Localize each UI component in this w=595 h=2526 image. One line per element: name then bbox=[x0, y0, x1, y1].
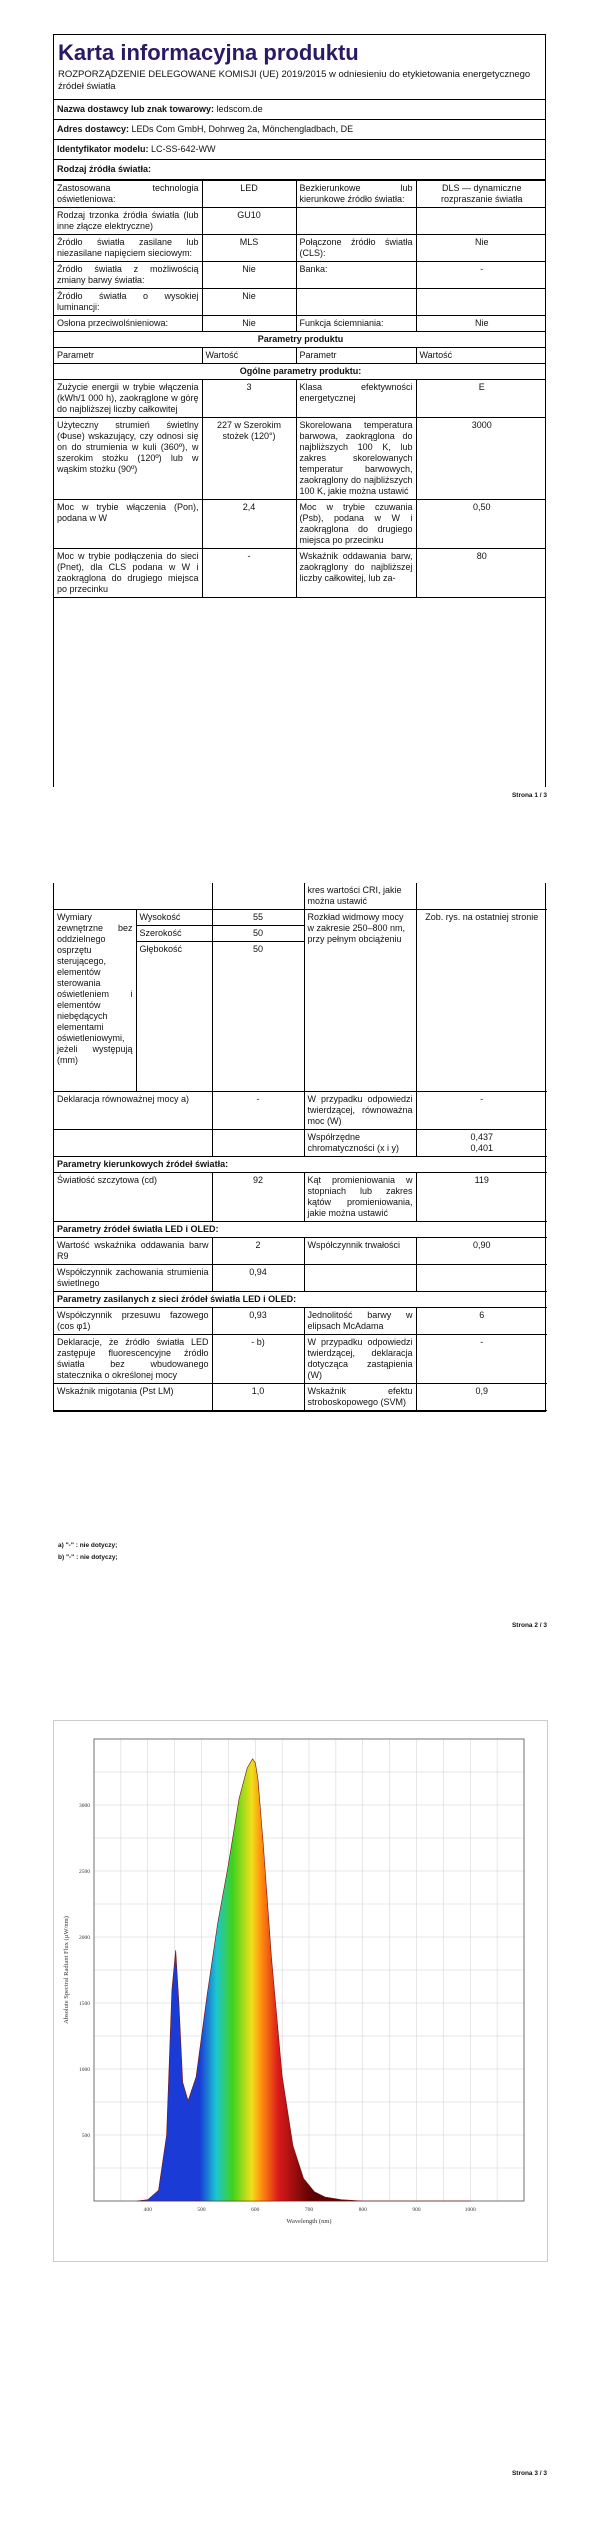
directional-param-param: Światłość szczytowa (cd) bbox=[54, 1173, 212, 1222]
general-param-param: Moc w trybie włączenia (Pon), podana w W bbox=[54, 500, 202, 549]
dim-depth-value: 50 bbox=[212, 942, 304, 1092]
general-header-row bbox=[54, 364, 546, 380]
led-header: Parametry źródeł światła LED i OLED: bbox=[54, 1222, 547, 1238]
x-tick-label: 900 bbox=[412, 2207, 421, 2213]
param2-param-2: Współrzędne chromatyczności (x i y) bbox=[304, 1130, 416, 1157]
param2-value bbox=[212, 1130, 304, 1157]
x-tick-label: 700 bbox=[304, 2207, 314, 2213]
spectrum-chart bbox=[53, 1720, 548, 2262]
page2-table bbox=[54, 883, 547, 1411]
param2-param bbox=[54, 1130, 212, 1157]
source-type-row bbox=[54, 262, 546, 289]
mains-param-value: 0,93 bbox=[212, 1308, 304, 1335]
source-type-value-2: Nie bbox=[416, 235, 546, 262]
directional-param-value-2: 119 bbox=[416, 1173, 547, 1222]
spectrum-svg bbox=[54, 1721, 545, 2259]
source-type-value-2 bbox=[416, 208, 546, 235]
source-type-row bbox=[54, 289, 546, 316]
y-tick-label: 500 bbox=[81, 2133, 90, 2139]
mains-param-value: 1,0 bbox=[212, 1384, 304, 1411]
source-type-value: Nie bbox=[202, 289, 296, 316]
footnote-a: a) "-" : nie dotyczy; bbox=[58, 1542, 118, 1549]
general-param-value-2: 3000 bbox=[416, 418, 546, 500]
mains-param-param: Współczynnik przesuwu fazowego (cos φ1) bbox=[54, 1308, 212, 1335]
general-param-param: Użyteczny strumień świetlny (Φuse) wskazujący, czy odnosi się on do strumienia w kuli (360º), w szerokim stożku (120º) lub w wąskim stożku (90º) bbox=[54, 418, 202, 500]
model-row bbox=[54, 140, 545, 160]
general-header: Ogólne parametry produktu: bbox=[54, 364, 546, 380]
x-tick-label: 500 bbox=[197, 2207, 206, 2213]
general-param-param: Moc w trybie podłączenia do sieci (Pnet), dla CLS podana w W i zaokrąglona do drugiego miejsca po przecinku bbox=[54, 549, 202, 598]
mains-param-param-2: Jednolitość barwy w elipsach McAdama bbox=[304, 1308, 416, 1335]
footnote-b: b) "-" : nie dotyczy; bbox=[58, 1554, 118, 1561]
directional-header: Parametry kierunkowych źródeł światła: bbox=[54, 1157, 547, 1173]
y-tick-label: 3000 bbox=[79, 1803, 90, 1809]
page-number-3: Strona 3 / 3 bbox=[511, 2470, 547, 2477]
y-ticks bbox=[79, 1803, 90, 2139]
general-param-param: Zużycie energii w trybie włączenia (kWh/1 000 h), zaokrąglone w górę do najbliższej liczby całkowitej bbox=[54, 380, 202, 418]
source-type-param-2: Funkcja ściemniania: bbox=[296, 316, 416, 332]
mains-header-row bbox=[54, 1292, 547, 1308]
y-tick-label: 1000 bbox=[79, 2067, 90, 2073]
model-id: LC-SS-642-WW bbox=[151, 144, 216, 154]
datasheet-page-1 bbox=[53, 34, 546, 787]
dim-depth-label: Głębokość bbox=[136, 942, 212, 1092]
directional-param-row bbox=[54, 1173, 547, 1222]
param2-value-2: 0,437 0,401 bbox=[416, 1130, 547, 1157]
dims-row-1 bbox=[54, 910, 547, 926]
x-tick-label: 400 bbox=[143, 2207, 152, 2213]
mains-param-param-2: Wskaźnik efektu stroboskopowego (SVM) bbox=[304, 1384, 416, 1411]
source-type-header-row bbox=[54, 160, 545, 180]
x-tick-label: 600 bbox=[251, 2207, 260, 2213]
led-param-param-2: Współczynnik trwałości bbox=[304, 1238, 416, 1265]
mains-param-row bbox=[54, 1335, 547, 1384]
source-type-param-2 bbox=[296, 289, 416, 316]
param2-value-2: - bbox=[416, 1092, 547, 1130]
general-param-value: 2,4 bbox=[202, 500, 296, 549]
col-param-1: Parametr bbox=[54, 348, 202, 364]
source-type-param-2: Bezkierunkowe lub kierunkowe źródło światła: bbox=[296, 181, 416, 208]
params-header-row bbox=[54, 332, 546, 348]
mains-param-value-2: 0,9 bbox=[416, 1384, 547, 1411]
dim-height-label: Wysokość bbox=[136, 910, 212, 926]
mains-param-value-2: 6 bbox=[416, 1308, 547, 1335]
source-type-param-2: Połączone źródło światła (CLS): bbox=[296, 235, 416, 262]
general-param-param-2: Wskaźnik oddawania barw, zaokrąglony do najbliższej liczby całkowitej, lub za- bbox=[296, 549, 416, 598]
param2-row bbox=[54, 1130, 547, 1157]
supplier-name-row bbox=[54, 100, 545, 120]
supplier-name-label: Nazwa dostawcy lub znak towarowy: bbox=[57, 104, 215, 114]
general-param-param-2: Klasa efektywności energetycznej bbox=[296, 380, 416, 418]
source-type-param-2 bbox=[296, 208, 416, 235]
datasheet-page-2 bbox=[53, 883, 546, 1412]
source-type-value: MLS bbox=[202, 235, 296, 262]
chart-grid bbox=[94, 1739, 524, 2201]
source-type-row bbox=[54, 235, 546, 262]
led-param-value: 2 bbox=[212, 1238, 304, 1265]
regulation-text: ROZPORZĄDZENIE DELEGOWANE KOMISJI (UE) 2019/2015 w odniesieniu do etykietowania energetycznego źródeł światła bbox=[54, 67, 545, 100]
source-type-value-2: DLS — dynamiczne rozpraszanie światła bbox=[416, 181, 546, 208]
led-param-param: Wartość wskaźnika oddawania barw R9 bbox=[54, 1238, 212, 1265]
page-number-1: Strona 1 / 3 bbox=[511, 792, 547, 799]
spectrum-area bbox=[137, 1759, 470, 2201]
params-header: Parametry produktu bbox=[54, 332, 546, 348]
led-param-row bbox=[54, 1265, 547, 1292]
footnotes bbox=[58, 1540, 118, 1564]
source-type-row bbox=[54, 208, 546, 235]
source-type-param: Źródło światła zasilane lub niezasilane napięciem sieciowym: bbox=[54, 235, 202, 262]
source-type-value-2: Nie bbox=[416, 316, 546, 332]
led-param-param: Współczynnik zachowania strumienia świetlnego bbox=[54, 1265, 212, 1292]
general-param-row bbox=[54, 380, 546, 418]
led-header-row bbox=[54, 1222, 547, 1238]
col-value-1: Wartość bbox=[202, 348, 296, 364]
supplier-address: LEDs Com GmbH, Dohrweg 2a, Mönchengladbach, DE bbox=[131, 124, 354, 134]
general-param-row bbox=[54, 418, 546, 500]
source-type-param: Źródło światła o wysokiej luminancji: bbox=[54, 289, 202, 316]
mains-param-value: - b) bbox=[212, 1335, 304, 1384]
source-type-value-2: - bbox=[416, 262, 546, 289]
source-type-param: Rodzaj trzonka źródła światła (lub inne złącze elektryczne) bbox=[54, 208, 202, 235]
page-number-2: Strona 2 / 3 bbox=[511, 1622, 547, 1629]
general-param-row bbox=[54, 549, 546, 598]
col-param-2: Parametr bbox=[296, 348, 416, 364]
dim-width-value: 50 bbox=[212, 926, 304, 942]
x-tick-label: 800 bbox=[358, 2207, 367, 2213]
general-param-value-2: E bbox=[416, 380, 546, 418]
directional-param-value: 92 bbox=[212, 1173, 304, 1222]
x-ticks bbox=[144, 2207, 476, 2213]
mains-param-param: Deklaracje, że źródło światła LED zastępuje fluorescencyjne źródło światła bez wbudowanego statecznika o określonej mocy bbox=[54, 1335, 212, 1384]
source-type-row bbox=[54, 316, 546, 332]
mains-param-row bbox=[54, 1308, 547, 1335]
y-tick-label: 2000 bbox=[79, 1935, 90, 1941]
source-type-value: Nie bbox=[202, 316, 296, 332]
mains-param-row bbox=[54, 1384, 547, 1411]
general-param-value: 227 w Szerokim stożek (120°) bbox=[202, 418, 296, 500]
directional-header-row bbox=[54, 1157, 547, 1173]
source-type-value: LED bbox=[202, 181, 296, 208]
param2-param-2: W przypadku odpowiedzi twierdzącej, równoważna moc (W) bbox=[304, 1092, 416, 1130]
y-tick-label: 2500 bbox=[79, 1869, 90, 1875]
model-label: Identyfikator modelu: bbox=[57, 144, 149, 154]
mains-param-param: Wskaźnik migotania (Pst LM) bbox=[54, 1384, 212, 1411]
x-tick-label: 1000 bbox=[464, 2207, 476, 2213]
mains-header: Parametry zasilanych z sieci źródeł światła LED i OLED: bbox=[54, 1292, 547, 1308]
source-type-param: Osłona przeciwolśnieniowa: bbox=[54, 316, 202, 332]
source-type-table bbox=[54, 180, 546, 598]
dim-width-label: Szerokość bbox=[136, 926, 212, 942]
x-axis-label: Wavelength (nm) bbox=[286, 2218, 332, 2225]
y-tick-label: 1500 bbox=[79, 2001, 90, 2007]
source-type-header: Rodzaj źródła światła: bbox=[54, 160, 545, 180]
col-value-2: Wartość bbox=[416, 348, 546, 364]
param2-row bbox=[54, 1092, 547, 1130]
dim-height-value: 55 bbox=[212, 910, 304, 926]
general-param-value-2: 80 bbox=[416, 549, 546, 598]
cri-continued-text: kres wartości CRI, jakie można ustawić bbox=[304, 883, 416, 910]
page-title: Karta informacyjna produktu bbox=[58, 40, 359, 65]
supplier-name: ledscom.de bbox=[216, 104, 263, 114]
params-columns-row bbox=[54, 348, 546, 364]
y-axis-label: Absolute Spectral Radiant Flux (µW/nm) bbox=[63, 1916, 70, 2024]
source-type-value: Nie bbox=[202, 262, 296, 289]
source-type-value-2 bbox=[416, 289, 546, 316]
led-param-value: 0,94 bbox=[212, 1265, 304, 1292]
source-type-param: Źródło światła z możliwością zmiany barwy światła: bbox=[54, 262, 202, 289]
led-param-row bbox=[54, 1238, 547, 1265]
supplier-address-label: Adres dostawcy: bbox=[57, 124, 130, 134]
param2-param: Deklaracja równoważnej mocy a) bbox=[54, 1092, 212, 1130]
general-param-value-2: 0,50 bbox=[416, 500, 546, 549]
source-type-param-2: Banka: bbox=[296, 262, 416, 289]
supplier-address-row bbox=[54, 120, 545, 140]
general-param-value: - bbox=[202, 549, 296, 598]
spectral-label: Rozkład widmowy mocy w zakresie 250–800 nm, przy pełnym obciążeniu bbox=[304, 910, 416, 1092]
dims-label: Wymiary zewnętrzne bez oddzielnego osprzętu sterującego, elementów sterowania oświetleniem i elementów niebędących elementami oświetleniowymi, jeżeli występują (mm) bbox=[54, 910, 136, 1092]
continued-row bbox=[54, 883, 547, 910]
param2-value: - bbox=[212, 1092, 304, 1130]
source-type-param: Zastosowana technologia oświetleniowa: bbox=[54, 181, 202, 208]
mains-param-value-2: - bbox=[416, 1335, 547, 1384]
general-param-row bbox=[54, 500, 546, 549]
led-param-value-2 bbox=[416, 1265, 547, 1292]
general-param-param-2: Moc w trybie czuwania (Psb), podana w W i zaokrąglona do drugiego miejsca po przecinku bbox=[296, 500, 416, 549]
supplier-table bbox=[54, 100, 545, 180]
source-type-value: GU10 bbox=[202, 208, 296, 235]
directional-param-param-2: Kąt promieniowania w stopniach lub zakres kątów promieniowania, jakie można ustawić bbox=[304, 1173, 416, 1222]
general-param-param-2: Skorelowana temperatura barwowa, zaokrąglona do najbliższych 100 K, lub zakres skorelowanych temperatur barwowych, zaokrąglony do najbliższych 100 K, jakie można ustawić bbox=[296, 418, 416, 500]
source-type-row bbox=[54, 181, 546, 208]
spectral-value: Zob. rys. na ostatniej stronie bbox=[416, 910, 547, 1092]
mains-param-param-2: W przypadku odpowiedzi twierdzącej, deklaracja dotycząca zastąpienia (W) bbox=[304, 1335, 416, 1384]
led-param-value-2: 0,90 bbox=[416, 1238, 547, 1265]
led-param-param-2 bbox=[304, 1265, 416, 1292]
general-param-value: 3 bbox=[202, 380, 296, 418]
